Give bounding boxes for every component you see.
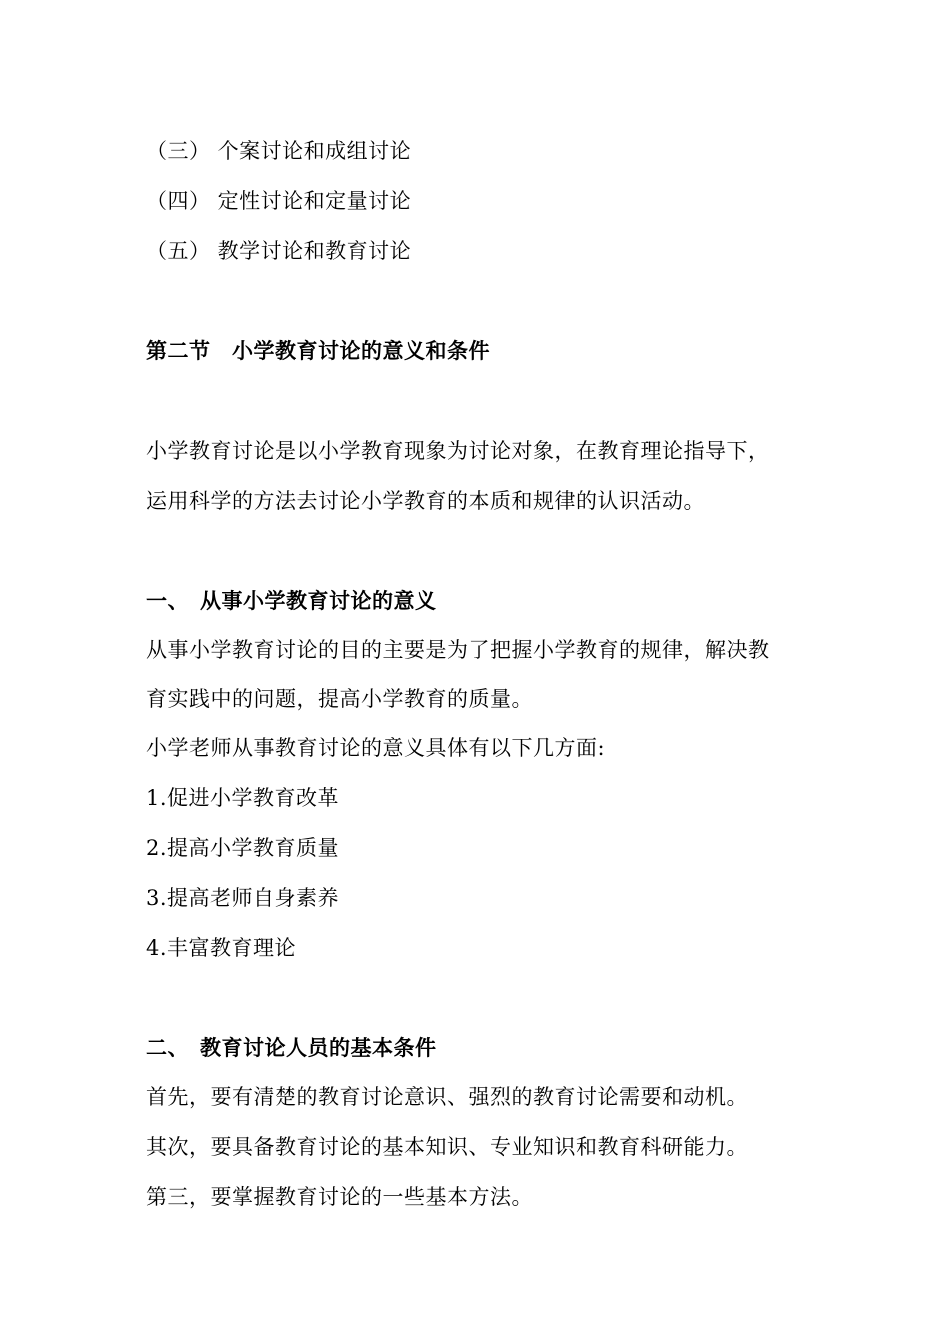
list-item-case-group: （三） 个案讨论和成组讨论 (146, 139, 412, 163)
part-one-intro: 小学老师从事教育讨论的意义具体有以下几方面: (146, 736, 606, 760)
part-one-paragraph-line-2: 育实践中的问题，提高小学教育的质量。 (146, 687, 533, 711)
part-one-item-4: 4.丰富教育理论 (146, 936, 297, 960)
definition-line-2: 运用科学的方法去讨论小学教育的本质和规律的认识活动。 (146, 489, 705, 513)
part-one-paragraph-line-1: 从事小学教育讨论的目的主要是为了把握小学教育的规律，解决教 (146, 638, 770, 662)
list-item-teaching-education: （五） 教学讨论和教育讨论 (146, 239, 412, 263)
part-two-item-3: 第三，要掌握教育讨论的一些基本方法。 (146, 1185, 533, 1209)
part-one-item-3: 3.提高老师自身素养 (146, 886, 340, 910)
part-two-item-1: 首先，要有清楚的教育讨论意识、强烈的教育讨论需要和动机。 (146, 1085, 748, 1109)
definition-line-1: 小学教育讨论是以小学教育现象为讨论对象，在教育理论指导下， (146, 439, 770, 463)
part-one-heading: 一、 从事小学教育讨论的意义 (146, 588, 437, 613)
part-one-item-2: 2.提高小学教育质量 (146, 836, 340, 860)
part-one-item-1: 1.促进小学教育改革 (146, 786, 340, 810)
section-title: 第二节 小学教育讨论的意义和条件 (146, 338, 490, 363)
part-two-item-2: 其次，要具备教育讨论的基本知识、专业知识和教育科研能力。 (146, 1135, 748, 1159)
part-two-heading: 二、 教育讨论人员的基本条件 (146, 1035, 437, 1060)
list-item-qualitative-quantitative: （四） 定性讨论和定量讨论 (146, 189, 412, 213)
